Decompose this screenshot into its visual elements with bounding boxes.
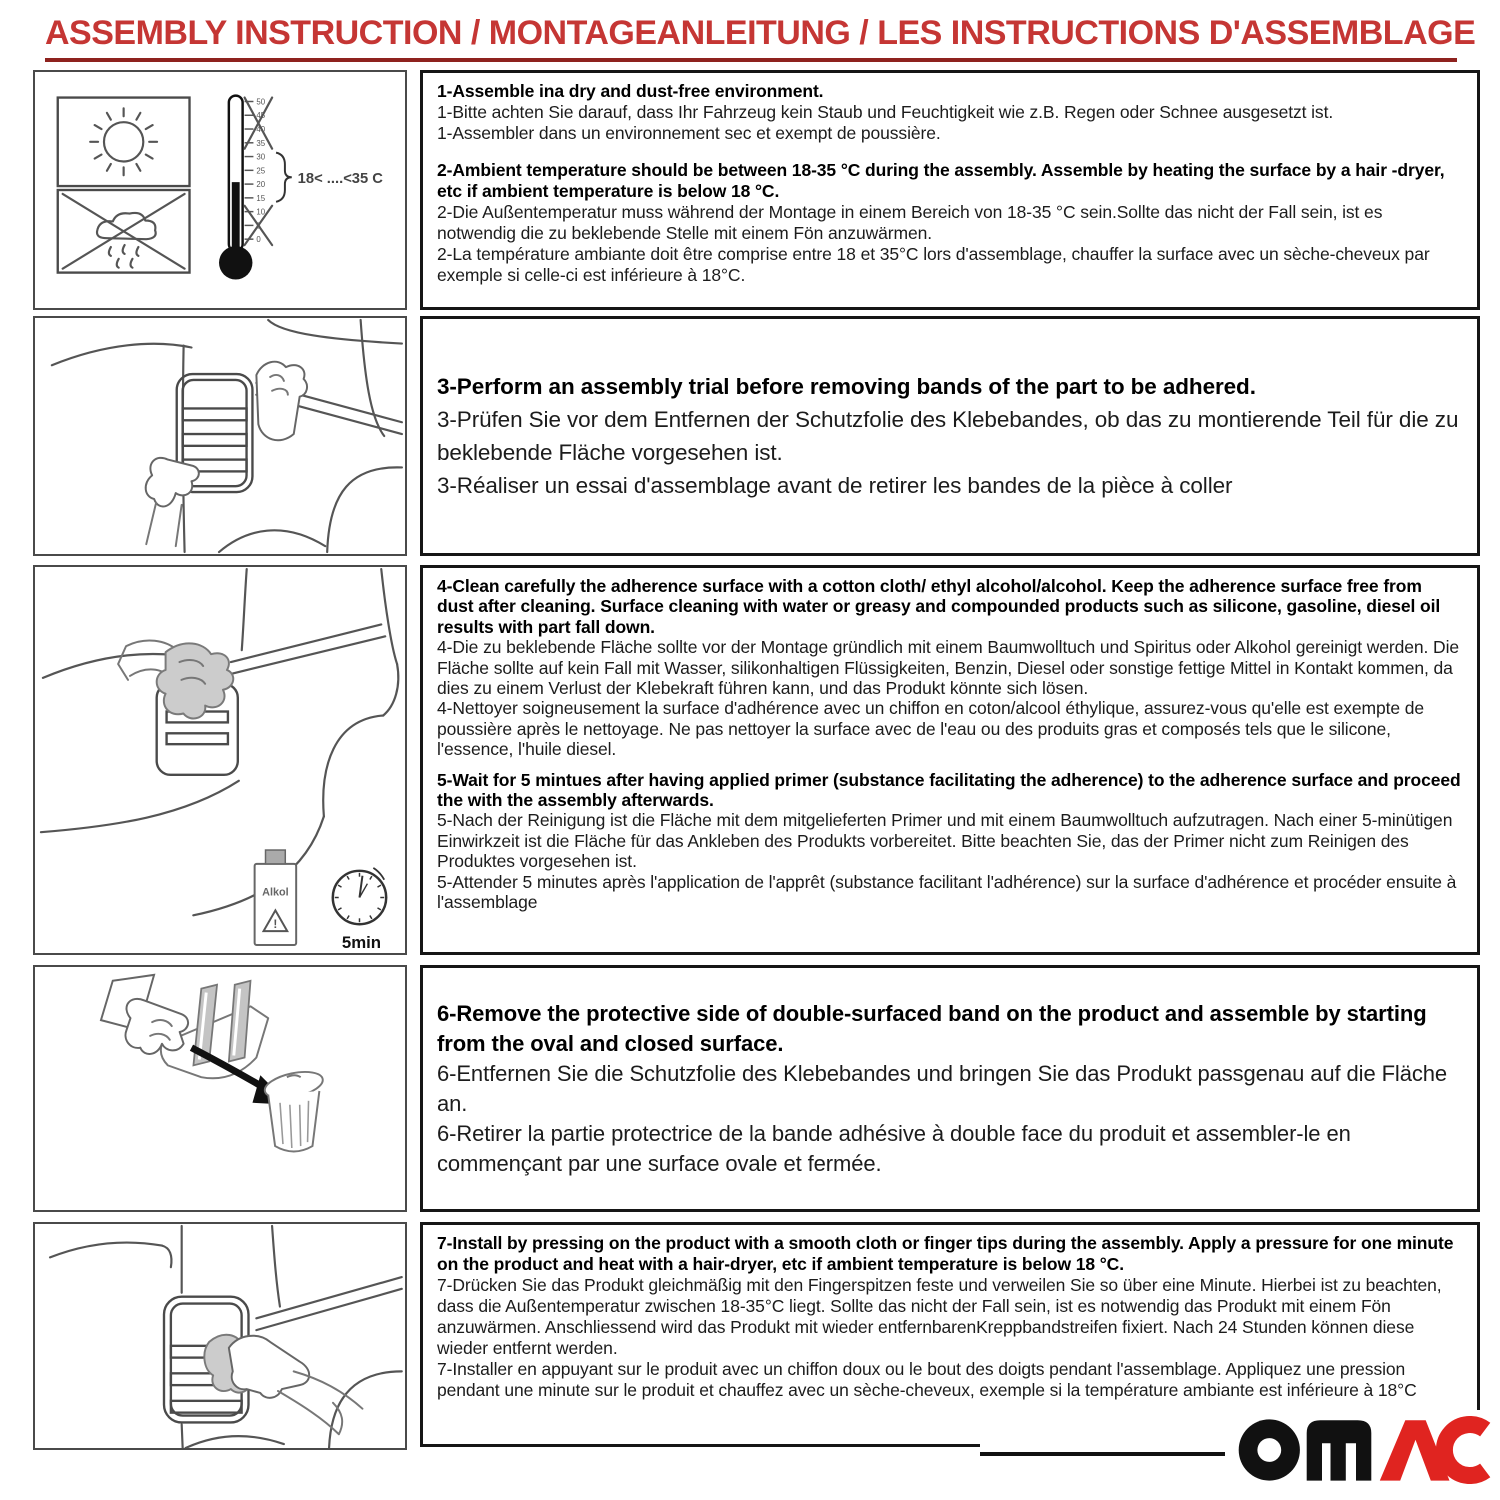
svg-text:15: 15	[256, 193, 266, 203]
pressing-illustration	[35, 1224, 405, 1448]
svg-text:50: 50	[256, 97, 266, 107]
clock-icon	[333, 868, 386, 952]
page-title: ASSEMBLY INSTRUCTION / MONTAGEANLEITUNG / LES INSTRUCTIONS D'ASSEMBLAGE	[45, 14, 1476, 52]
instruction-paragraph: 2-La température ambiante doit être comprise entre 18 et 35°C lors d'assemblage, chauffer la surface avec un sèche-cheveux par exemple si celle-ci est inférieure à 18°C.	[437, 244, 1430, 285]
hand-icon-lower	[146, 458, 199, 546]
instruction-paragraph: 1-Assemble ina dry and dust-free environment.	[437, 81, 824, 101]
instruction-paragraph: 2-Ambient temperature should be between 18-35 °C during the assembly. Assemble by heating the surface by a hair -dryer, etc if ambient temperature is below 18 °C.	[437, 160, 1445, 201]
warning-exclamation: !	[273, 917, 278, 932]
svg-text:35: 35	[256, 138, 266, 148]
omac-logo-ac	[1380, 1420, 1485, 1480]
instruction-paragraph: 1-Assembler dans un environnement sec et exempt de poussière.	[437, 123, 941, 143]
sun-icon	[90, 108, 157, 175]
alcohol-bottle-icon	[255, 850, 297, 945]
instruction-paragraph: 5-Nach der Reinigung ist die Fläche mit dem mitgelieferten Primer und mit einem Baumwolltuch aufzutragen. Nach einer 5-minütigen Einwirkzeit ist die Fläche für das Ankleben des Produkts vorbereitet. Bitte beachten Sie, das der Primer nicht zum Reinigen des Produktes vorgesehen ist.	[437, 810, 1453, 872]
svg-text:45: 45	[256, 111, 266, 121]
svg-text:25: 25	[256, 166, 266, 176]
instruction-paragraph: 3-Prüfen Sie vor dem Entfernen der Schutzfolie des Klebebandes, ob das zu montierende Teil für die zu beklebende Fläche vorgesehen ist.	[437, 407, 1459, 465]
instruction-paragraph: 6-Entfernen Sie die Schutzfolie des Klebebandes und bringen Sie das Produkt passgenau auf die Fläche an.	[437, 1060, 1448, 1116]
figure-press-product	[33, 1222, 407, 1450]
svg-text:20: 20	[256, 180, 266, 190]
instruction-paragraph: 5-Attender 5 minutes après l'application de l'apprêt (substance facilitant l'adhérence) sur la surface d'adhérence et procéder ensuite à l'assemblage	[437, 871, 1457, 913]
alcohol-bottle-label: Alkol	[262, 886, 289, 899]
instructions-step-6	[420, 965, 1480, 1212]
figure-remove-band	[33, 965, 407, 1212]
figure-surface-cleaning	[33, 565, 407, 955]
thermometer-icon	[219, 96, 383, 280]
svg-text:30: 30	[256, 152, 266, 162]
instruction-paragraph: 4-Nettoyer soigneusement la surface d'adhérence avec un chiffon en coton/alcool éthylique, assurez-vous qu'elle est exempte de poussière après le nettoyage. Ne pas nettoyer la surface avec de l'eau ou des produits gras et composés tels que le silicone, l'essence, l'huile diesel.	[437, 698, 1425, 760]
instructions-step-4-5	[420, 565, 1480, 955]
instruction-paragraph: 4-Clean carefully the adherence surface with a cotton cloth/ ethyl alcohol/alcohol. Keep the adherence surface free from dust after cleaning. Surface cleaning with water or greasy and compounded products such as silicone, gasoline, diesel oil results with part fall down.	[437, 576, 1441, 637]
instruction-paragraph: 4-Die zu beklebende Fläche sollte vor der Montage gründlich mit einem Baumwolltuch und Spiritus oder Alkohol gereinigt werden. Die Fläche sollte auf kein Fall mit Wasser, silikonhaltigen Flüssigkeiten, Benzin, Diesel oder sonstige fettige Mittel in Kontakt kommen, da dies zu einem Verlust der Klebekraft führen kann, und das Produkt könnte sich lösen.	[437, 637, 1460, 699]
cleaning-hand-icon	[118, 640, 233, 718]
brand-footer	[980, 1410, 1500, 1490]
wait-time-label: 5min	[341, 932, 382, 952]
svg-text:0: 0	[256, 235, 261, 245]
cleaning-illustration	[35, 567, 405, 953]
figure-environment-conditions	[33, 70, 407, 310]
title-underline	[45, 58, 1457, 62]
peeling-hand-icon	[101, 975, 188, 1054]
instruction-paragraph: 6-Retirer la partie protectrice de la bande adhésive à double face du produit et assembler-le en commençant par une surface ovale et fermée.	[437, 1120, 1351, 1176]
instruction-paragraph: 3-Perform an assembly trial before removing bands of the part to be adhered.	[437, 374, 1256, 399]
no-rain-icon	[63, 194, 185, 269]
range-brace	[276, 153, 292, 202]
instruction-paragraph: 1-Bitte achten Sie darauf, dass Ihr Fahrzeug kein Staub und Feuchtigkeit wie z.B. Regen oder Schnee ausgesetzt ist.	[437, 102, 1334, 122]
instructions-step-3	[420, 316, 1480, 556]
pressing-hand-icon	[204, 1335, 362, 1434]
instruction-paragraph: 2-Die Außentemperatur muss während der Montage in einem Bereich von 18-35 °C sein.Sollte das nicht der Fall sein, ist es notwendig die zu beklebende Stelle mit einem Fön anzuwärmen.	[437, 202, 1383, 243]
svg-text:5: 5	[256, 221, 261, 231]
environment-illustration	[35, 72, 405, 308]
instruction-paragraph: 7-Drücken Sie das Produkt gleichmäßig mit den Fingerspitzen feste und verweilen Sie so über eine Minute. Hierbei ist zu beachten, dass die Außentemperatur zwischen 18-35°C liegt. Sollte das nicht der Fall sein, ist es notwendig das Produkt mit einem Fön anzuwärmen. Anschliessend wird das Produkt mit wieder entfernbarenKreppbandstreifen fixiert. Nach 24 Stunden können diese wieder entfernt werden.	[437, 1275, 1442, 1358]
instructions-step-1-2	[420, 70, 1480, 310]
instruction-paragraph: 6-Remove the protective side of double-surfaced band on the product and assemble by starting from the oval and closed surface.	[437, 1000, 1427, 1056]
svg-text:10: 10	[256, 207, 266, 217]
paragraph-spacer	[437, 760, 1463, 770]
instruction-paragraph: 5-Wait for 5 mintues after having applied primer (substance facilitating the adherence) to the adherence surface and proceed the with the assembly afterwards.	[437, 769, 1461, 811]
figure-assembly-trial	[33, 316, 407, 556]
svg-text:40: 40	[256, 124, 266, 134]
instruction-paragraph: 3-Réaliser un essai d'assemblage avant de retirer les bandes de la pièce à coller	[437, 473, 1233, 498]
logo-rule	[980, 1452, 1225, 1456]
trash-can-icon	[262, 1067, 325, 1151]
omac-logo-om	[1239, 1419, 1372, 1480]
paragraph-spacer	[437, 144, 1463, 160]
temperature-range-label: 18< ....<35 C	[297, 171, 383, 188]
hand-icon-upper	[256, 362, 307, 441]
vehicle-trial-illustration	[35, 318, 405, 554]
omac-logo	[1237, 1416, 1492, 1484]
band-removal-illustration	[35, 967, 405, 1210]
instruction-paragraph: 7-Installer en appuyant sur le produit avec un chiffon doux ou le bout des doigts pendant l'assemblage. Appliquez une pression pendant une minute sur le produit et chauffez avec un sèche-cheveux, exemple si la température ambiante est inférieure à 18°C	[437, 1359, 1417, 1400]
instruction-paragraph: 7-Install by pressing on the product with a smooth cloth or finger tips during the assembly. Apply a pressure for one minute on the product and heat with a hair-dryer, etc if ambient temperature is below 18 °C.	[437, 1233, 1454, 1274]
